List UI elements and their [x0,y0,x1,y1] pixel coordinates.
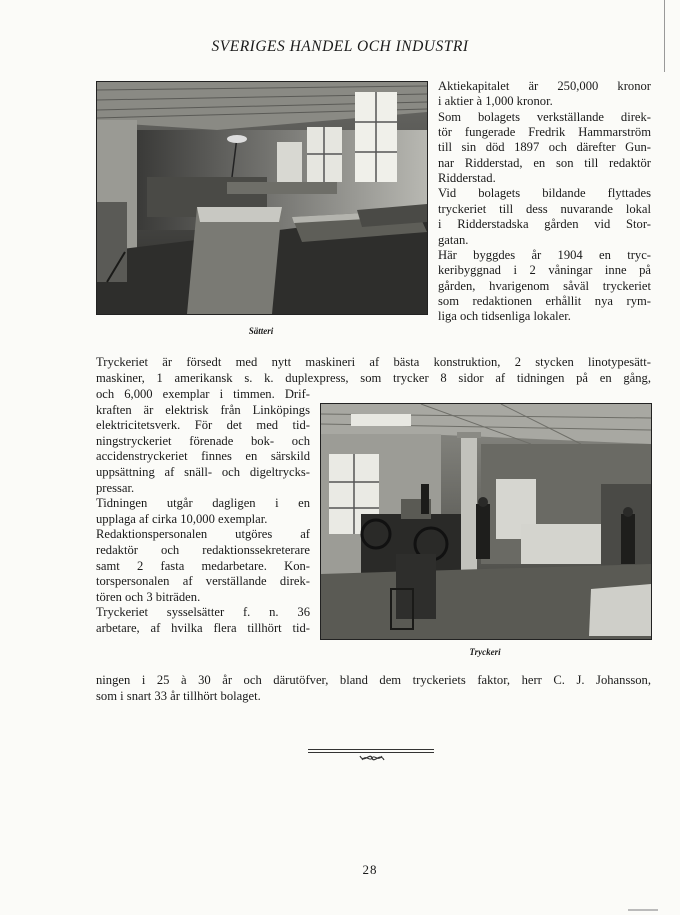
photo-satteri [96,81,428,315]
text-line: och 6,000 exemplar i timmen. Drif- [96,387,310,401]
text-line: Redaktionspersonalen utgöres af [96,527,310,542]
satteri-illustration [97,82,427,314]
text-line: ningen i 25 à 30 år och därutöfver, bland dem tryckeriets faktor, herr C. J. Johansson, [96,673,651,687]
text-line: tören och 3 biträden. [96,589,201,604]
text-line: Tryckeriet är försedt med nytt maskineri af bästa konstruktion, 2 stycken linotypesätt- [96,355,651,369]
text-line: Här byggdes år 1904 en tryc- [438,247,651,262]
text-line: uppsättning af snäll- och digeltrycks- [96,465,310,479]
caption-tryckeri: Tryckeri [469,647,501,657]
text-line: liga och tidsenliga lokaler. [438,309,571,324]
photo-tryckeri [320,403,652,640]
page-number: 28 [362,862,378,877]
text-line: upplaga af cirka 10,000 exemplar. [96,511,268,526]
caption-satteri: Sätteri [248,326,274,336]
text-line: kraften är elektrisk från Linköpings [96,402,310,417]
text-line: som i snart 33 år tillhört bolaget. [96,689,261,703]
divider-rule-top [308,749,434,750]
text-line: keribyggnad i 2 våningar inne på [438,263,651,278]
tryckeri-illustration [321,404,651,639]
text-line: accidenstryckeriet finnes en särskild [96,449,310,464]
text-line: tör fungerade Fredrik Hammarström [438,125,651,140]
page-edge-line [664,0,665,72]
text-line: arbetare, af hvilka flera tillhört tid- [96,621,310,635]
scan-corner-mark [628,909,658,911]
text-line: Vid bolagets bildande flyttades [438,186,651,201]
text-line: samt 2 fasta medarbetare. Kon- [96,558,310,573]
text-line: Ridderstad. [438,171,496,186]
text-line: Som bolagets verkställande direk- [438,109,651,124]
text-line: maskiner, 1 amerikansk s. k. duplexpress, som trycker 8 sidor af tidningen på en gång, [96,370,651,385]
text-line: Aktiekapitalet är 250,000 kronor [438,79,651,93]
text-line: Tryckeriet sysselsätter f. n. 36 [96,605,310,620]
text-line: nar Ridderstad, en son till redaktör [438,155,651,170]
text-line: i Ridderstadska gården vid Stor- [438,217,651,232]
text-line: som redaktionen erhållit nya rym- [438,293,651,308]
text-line: gatan. [438,232,469,247]
text-line: ningstryckeriet förenade bok- och [96,433,310,448]
running-header: SVERIGES HANDEL OCH INDUSTRI [211,38,469,55]
text-line: pressar. [96,480,135,495]
text-line: redaktör och redaktionssekreterare [96,543,310,557]
text-line: till sin död 1897 och därefter Gun- [438,140,651,155]
text-line: torspersonalen af verställande direk- [96,574,310,589]
text-line: i aktier à 1,000 kronor. [438,94,553,109]
text-line: Tidningen utgår dagligen i en [96,496,310,511]
ornament-icon [358,752,386,764]
text-line: tryckeriet till dess nuvarande lokal [438,201,651,216]
text-line: elektricitetsverk. För det med tid- [96,418,310,433]
text-line: gården, hvarigenom såväl tryckeriet [438,278,651,293]
